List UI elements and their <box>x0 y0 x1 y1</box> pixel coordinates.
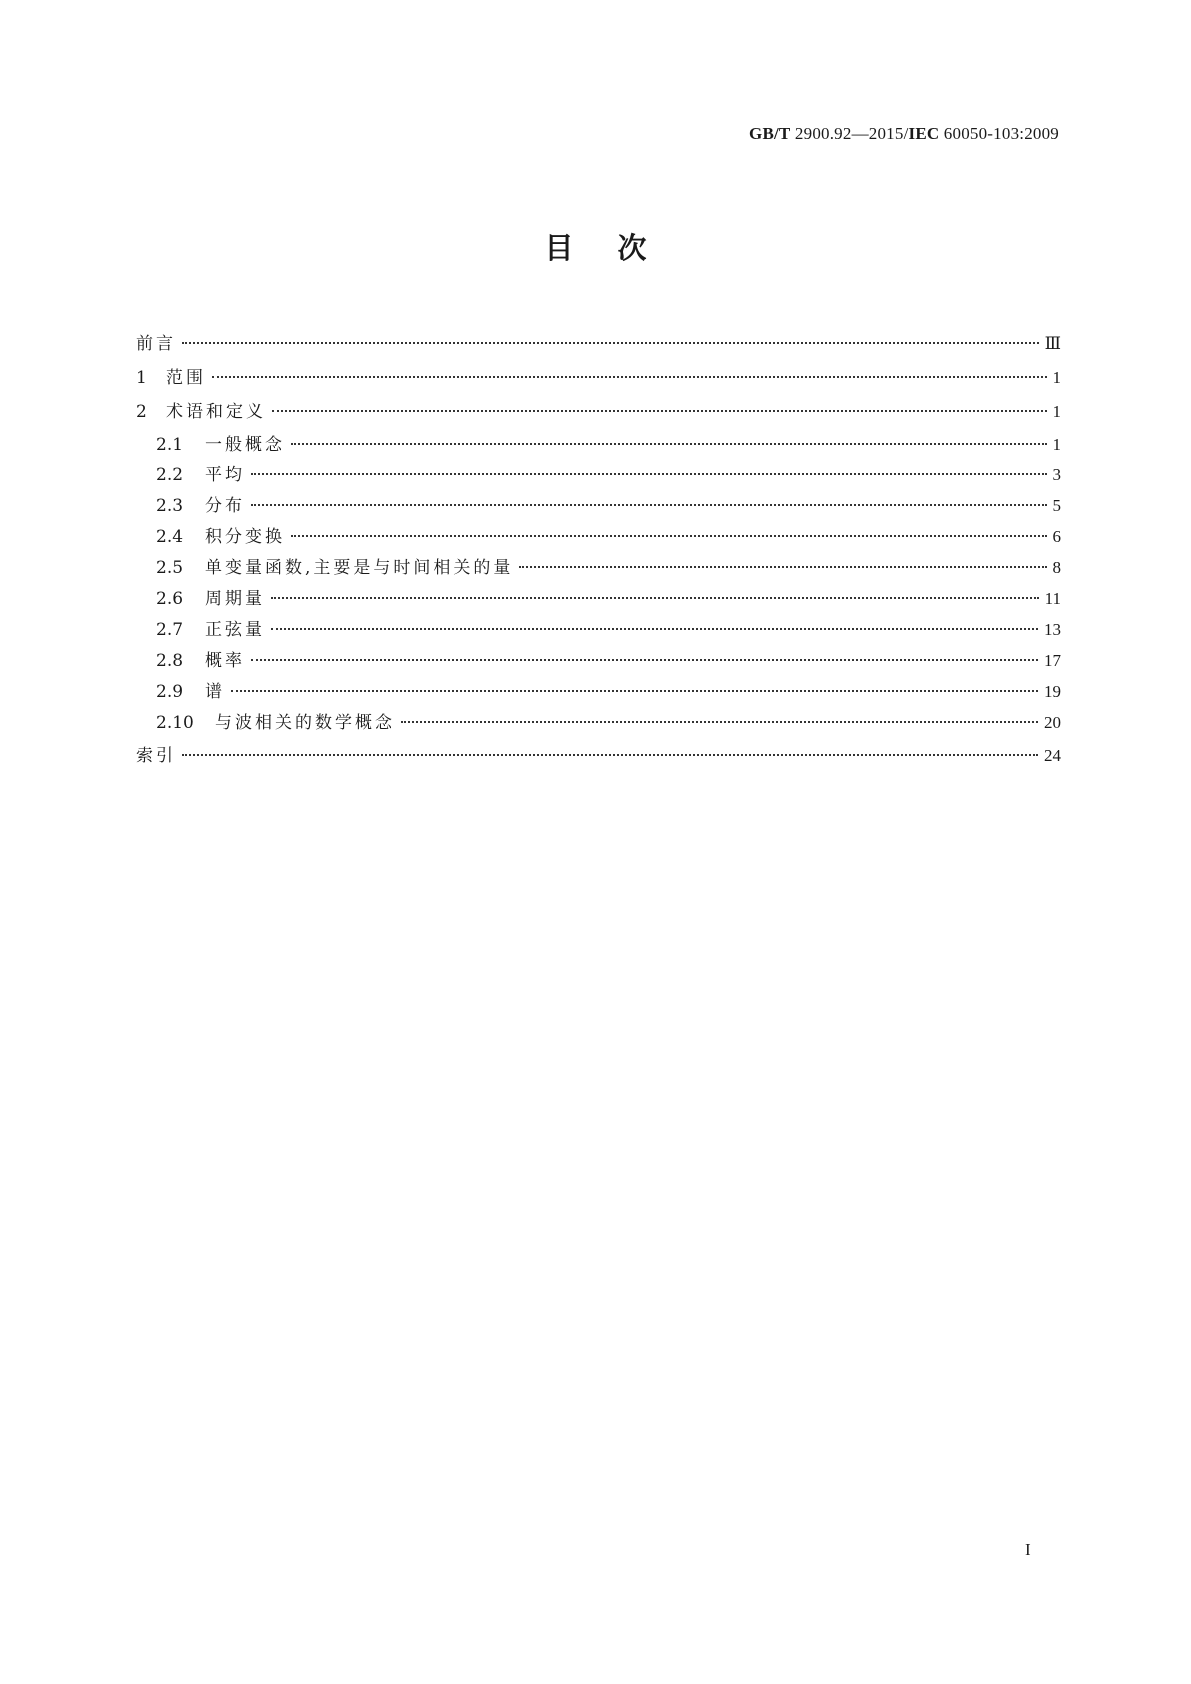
toc-entry-number: 1 <box>136 368 147 388</box>
toc-entry-number: 2.2 <box>156 465 184 485</box>
toc-dot-leader <box>291 443 1047 445</box>
toc-entry-2-10[interactable] <box>156 708 1061 732</box>
toc-entry-number: 2.8 <box>156 651 184 671</box>
standard-code-iec: IEC <box>908 124 940 143</box>
toc-entry-number: 2.9 <box>156 682 184 702</box>
toc-entry-number: 2.1 <box>156 435 184 455</box>
toc-entry-index[interactable] <box>136 741 1061 765</box>
toc-entry-number: 2.5 <box>156 558 184 578</box>
toc-entry-label: 周期量 <box>205 589 265 609</box>
toc-dot-leader <box>401 721 1038 723</box>
toc-dot-leader <box>272 410 1047 412</box>
toc-entry-2-3[interactable] <box>156 491 1061 515</box>
toc-dot-leader <box>291 535 1047 537</box>
toc-dot-leader <box>231 690 1038 692</box>
toc-entry-terms-definitions[interactable] <box>136 397 1061 421</box>
toc-entry-label: 正弦量 <box>205 620 265 640</box>
toc-entry-page: 1 <box>1052 402 1061 421</box>
toc-dot-leader <box>519 566 1046 568</box>
toc-entry-page: 13 <box>1044 620 1061 639</box>
toc-entry-foreword[interactable] <box>136 329 1061 353</box>
toc-entry-page: 1 <box>1052 435 1061 454</box>
toc-entry-page: 8 <box>1052 558 1061 577</box>
page-number: I <box>1025 1540 1031 1559</box>
toc-dot-leader <box>182 754 1038 756</box>
standard-code-gbt: GB/T <box>749 124 791 143</box>
toc-entry-label: 分布 <box>205 496 245 516</box>
toc-dot-leader <box>271 597 1039 599</box>
toc-entry-2-8[interactable] <box>156 646 1061 670</box>
toc-entry-page: 19 <box>1044 682 1061 701</box>
standard-code-iec-number: 60050-103:2009 <box>939 124 1059 143</box>
toc-entry-label: 平均 <box>205 465 245 485</box>
toc-entry-number: 2.10 <box>156 713 194 733</box>
toc-entry-page: 3 <box>1052 465 1061 484</box>
toc-entry-page: 6 <box>1052 527 1061 546</box>
toc-entry-label: 积分变换 <box>205 527 285 547</box>
toc-entry-page: 24 <box>1044 746 1061 765</box>
toc-entry-2-1[interactable] <box>156 430 1061 454</box>
toc-entry-2-9[interactable] <box>156 677 1061 701</box>
toc-entry-page: Ⅲ <box>1044 334 1061 353</box>
toc-entry-page: 11 <box>1044 589 1061 608</box>
toc-dot-leader <box>251 473 1047 475</box>
toc-entry-2-4[interactable] <box>156 522 1061 546</box>
toc-entry-label: 单变量函数,主要是与时间相关的量 <box>205 558 514 578</box>
page-title: 目次 <box>544 231 691 265</box>
toc-entry-2-6[interactable] <box>156 584 1061 608</box>
toc-entry-number: 2.7 <box>156 620 184 640</box>
toc-dot-leader <box>182 342 1039 344</box>
toc-entry-label: 概率 <box>205 651 245 671</box>
toc-entry-2-2[interactable] <box>156 460 1061 484</box>
toc-entry-scope[interactable] <box>136 363 1061 387</box>
toc-entry-number: 2 <box>136 402 147 422</box>
toc-dot-leader <box>271 628 1038 630</box>
toc-entry-page: 17 <box>1044 651 1061 670</box>
toc-entry-page: 1 <box>1052 368 1061 387</box>
toc-entry-label: 一般概念 <box>205 435 285 455</box>
toc-entry-label: 范围 <box>166 368 206 388</box>
standard-code-number: 2900.92—2015/ <box>790 124 909 143</box>
toc-entry-number: 2.3 <box>156 496 184 516</box>
toc-entry-label: 与波相关的数学概念 <box>215 713 395 733</box>
toc-dot-leader <box>251 504 1047 506</box>
toc-entry-2-7[interactable] <box>156 615 1061 639</box>
toc-entry-label: 前言 <box>136 334 176 354</box>
toc-entry-label: 谱 <box>205 682 225 702</box>
toc-entry-label: 索引 <box>136 746 176 766</box>
toc-entry-2-5[interactable] <box>156 553 1061 577</box>
toc-dot-leader <box>212 376 1047 378</box>
toc-entry-page: 20 <box>1044 713 1061 732</box>
toc-entry-number: 2.4 <box>156 527 184 547</box>
standard-code <box>749 124 1059 144</box>
toc-entry-page: 5 <box>1052 496 1061 515</box>
toc-dot-leader <box>251 659 1038 661</box>
toc-entry-label: 术语和定义 <box>166 402 266 422</box>
toc-entry-number: 2.6 <box>156 589 184 609</box>
